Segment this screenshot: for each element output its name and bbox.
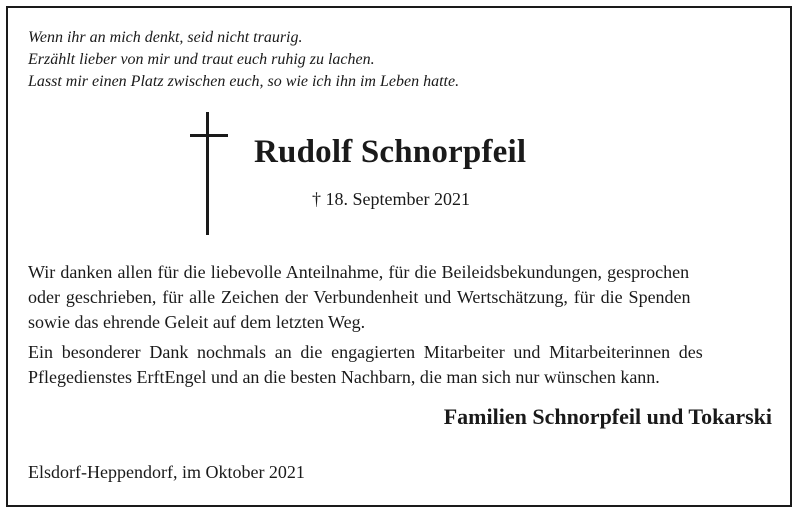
signature: Familien Schnorpfeil und Tokarski [443, 404, 772, 429]
poem-line: Wenn ihr an mich denkt, seid nicht traurig. [28, 29, 303, 46]
death-date: † 18. September 2021 [312, 189, 470, 209]
place-date: Elsdorf-Heppendorf, im Oktober 2021 [28, 462, 305, 482]
poem-line: Lasst mir einen Platz zwischen euch, so wie ich ihn im Leben hatte. [28, 73, 460, 90]
paragraph-line: sowie das ehrende Geleit auf dem letzten Weg. [28, 312, 366, 332]
poem [28, 27, 459, 93]
paragraph-line: Wir danken allen für die liebevolle Anteilnahme, für die Beileidsbekundungen, gesprochen [28, 262, 690, 282]
deceased-name: Rudolf Schnorpfeil [254, 134, 527, 170]
thanks-paragraph [28, 260, 772, 335]
poem-line: Erzählt lieber von mir und traut euch ruhig zu lachen. [28, 51, 375, 68]
paragraph-line: Ein besonderer Dank nochmals an die engagierten Mitarbeiter und Mitarbeiterinnen des [28, 342, 703, 362]
paragraph-line: oder geschrieben, für alle Zeichen der Verbundenheit und Wertschätzung, für die Spenden [28, 287, 691, 307]
special-thanks-paragraph [28, 340, 772, 390]
paragraph-line: Pflegedienstes ErftEngel und an die besten Nachbarn, die man sich nur wünschen kann. [28, 367, 660, 387]
